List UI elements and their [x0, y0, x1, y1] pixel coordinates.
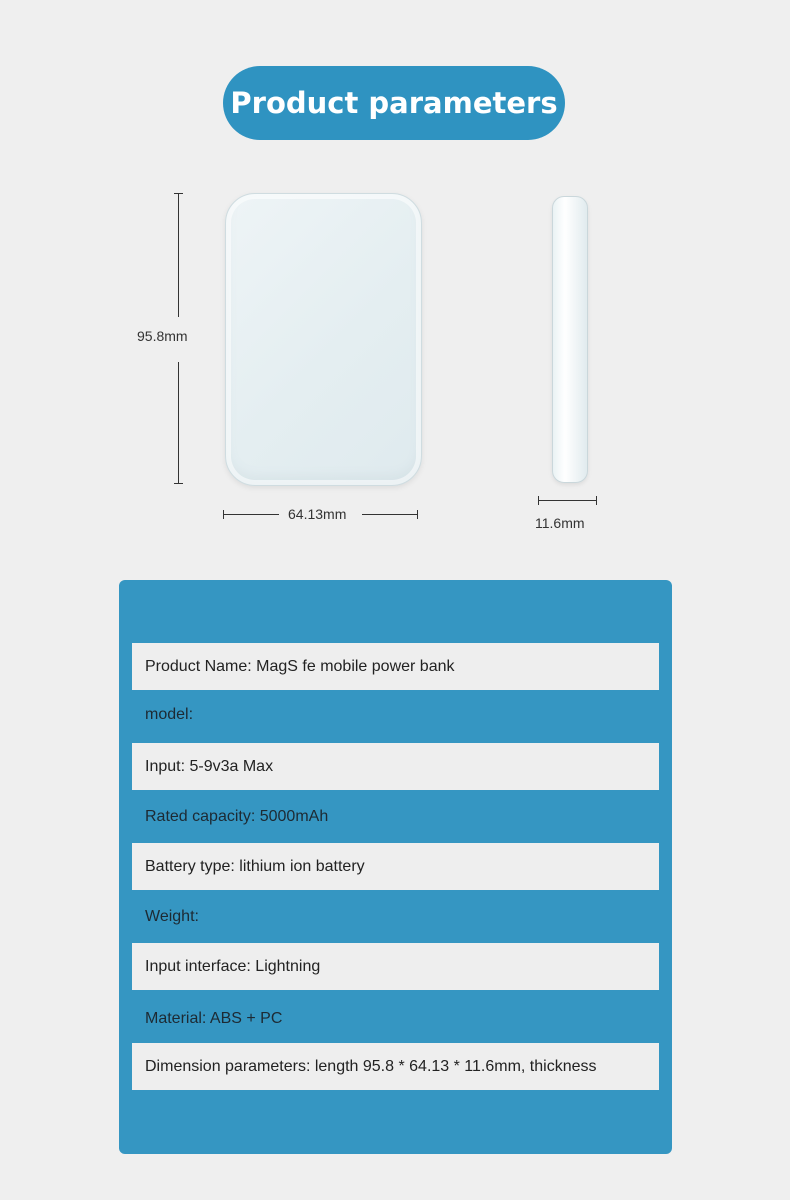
- spec-row-model: model:: [145, 705, 194, 723]
- width-dimension-line-left: [223, 514, 279, 515]
- page-title: Product parameters: [223, 66, 565, 140]
- power-bank-front-image: [225, 193, 422, 486]
- height-dimension-label: 95.8mm: [137, 328, 188, 344]
- spec-row-material: Material: ABS + PC: [145, 1009, 283, 1027]
- height-dimension-line-top: [178, 193, 179, 317]
- width-dimension-right-tick: [417, 510, 418, 519]
- spec-row-product-name: Product Name: MagS fe mobile power bank: [132, 643, 659, 690]
- spec-row-weight: Weight:: [145, 907, 199, 925]
- power-bank-side-image: [552, 196, 588, 483]
- spec-row-rated-capacity: Rated capacity: 5000mAh: [145, 807, 329, 825]
- height-dimension-line-bottom: [178, 362, 179, 483]
- height-dimension-bottom-tick: [174, 483, 183, 484]
- thickness-dimension-right-tick: [596, 496, 597, 505]
- thickness-dimension-line: [538, 500, 597, 501]
- spec-row-input-interface: Input interface: Lightning: [132, 943, 659, 990]
- thickness-dimension-label: 11.6mm: [535, 515, 585, 531]
- spec-row-input: Input: 5-9v3a Max: [132, 743, 659, 790]
- width-dimension-line-right: [362, 514, 418, 515]
- width-dimension-label: 64.13mm: [288, 506, 347, 522]
- spec-row-dimension-parameters: Dimension parameters: length 95.8 * 64.13 * 11.6mm, thickness: [132, 1043, 659, 1090]
- spec-panel: [119, 580, 672, 1154]
- spec-row-battery-type: Battery type: lithium ion battery: [132, 843, 659, 890]
